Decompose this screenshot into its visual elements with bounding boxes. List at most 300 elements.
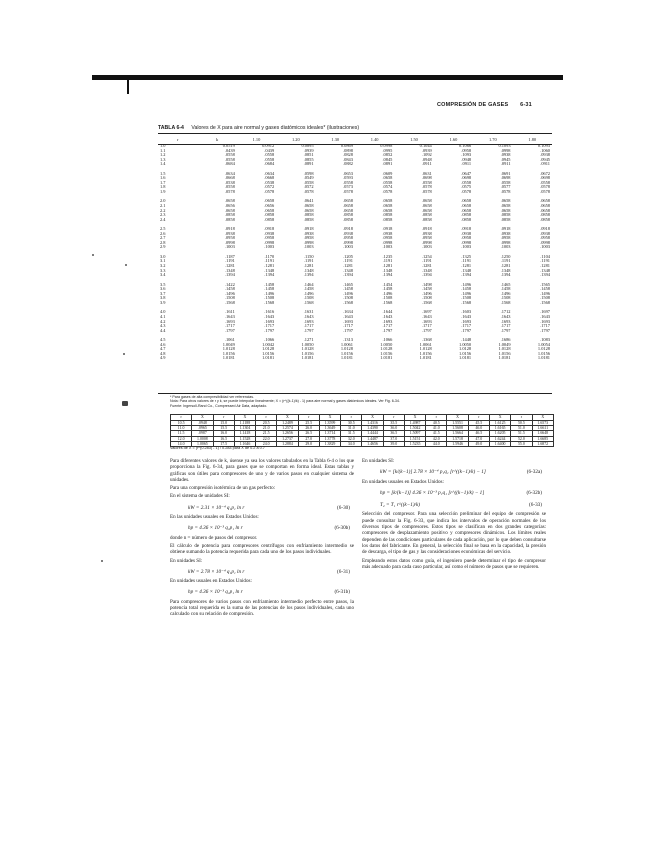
table-cell: .0658 xyxy=(421,203,432,209)
table-cell: .0558 xyxy=(303,179,314,185)
table-footnote-3: Fuente: Ingersoll-Rand Co., Compressed Air Data, adaptado. xyxy=(170,404,268,408)
paragraph: En las unidades usuales en Estados Unidos: xyxy=(170,514,259,521)
subtable-cell: 26.5 xyxy=(298,431,319,436)
row-label: 2.6 xyxy=(160,230,166,236)
table-cell: .0938 xyxy=(303,230,314,236)
table-cell: .1191 xyxy=(500,258,511,264)
table-cell: .1508 xyxy=(343,295,353,301)
table-cell: .1496 xyxy=(224,290,235,296)
table-cell: .0658 xyxy=(264,207,275,213)
subtable-cell: 45.5 xyxy=(468,421,489,426)
row-label: 3.0 xyxy=(160,253,166,259)
table-cell: .1348 xyxy=(540,267,550,273)
row-label: 1.0 xyxy=(160,143,166,148)
paragraph: En unidades SI: xyxy=(170,557,203,564)
subtable-cell: 27.0 xyxy=(298,436,319,441)
table-cell: 0.0895 xyxy=(301,143,314,148)
table-cell: .1191 xyxy=(303,258,314,264)
table-cell: 1.0042 xyxy=(262,341,275,347)
subtable-cell: 1.6611 xyxy=(532,426,553,431)
table-top-rule xyxy=(158,133,552,134)
subtable-header: X xyxy=(319,415,340,421)
table-cell: 1.0181 xyxy=(301,355,314,361)
subtable-cell: 26.0 xyxy=(298,426,319,431)
subtable-cell: 35.5 xyxy=(383,421,404,426)
table-cell: .1348 xyxy=(461,267,472,273)
table-cell: .1643 xyxy=(303,313,314,319)
table-cell: .0918 xyxy=(500,226,511,232)
subtable-cell: 1.6205 xyxy=(489,431,510,436)
table-cell: .1465 xyxy=(343,281,353,287)
table-cell: .0698 xyxy=(461,175,472,181)
row-label: 4.8 xyxy=(160,350,166,356)
subtable-cell: 1.0065 xyxy=(192,441,213,446)
table-cell: .0658 xyxy=(382,207,393,213)
table-cell: .0995 xyxy=(382,147,393,153)
table-cell: 1.0181 xyxy=(498,355,511,361)
subtable-header: X xyxy=(192,415,213,421)
table-cell: .0578 xyxy=(540,188,550,194)
table-caption: Valores de X para aire normal y gases diatómicos ideales* (ilustraciones) xyxy=(191,125,360,131)
table-cell: .1092 xyxy=(421,152,432,158)
subtable-cell: 1.5042 xyxy=(404,426,425,431)
margin-dot xyxy=(92,254,94,256)
subtable-header: r xyxy=(298,415,319,421)
table-cell: 1.0181 xyxy=(419,355,432,361)
text-column-left xyxy=(170,458,354,620)
table-cell: .1797 xyxy=(461,327,472,333)
table-cell: .0911 xyxy=(500,161,511,167)
table-cell: .0898 xyxy=(343,147,353,153)
table-cell: .0574 xyxy=(382,184,393,190)
table-cell: .0948 xyxy=(461,156,472,162)
table-cell: .1496 xyxy=(461,281,472,287)
table-cell: 1.0181 xyxy=(222,355,235,361)
table-cell: .0578 xyxy=(382,188,393,194)
table-cell: .0658 xyxy=(264,198,275,204)
table-cell: .0572 xyxy=(303,184,314,190)
table-cell: .0578 xyxy=(224,188,235,194)
subtable-header: r xyxy=(213,415,234,421)
table-cell: .1568 xyxy=(382,299,393,305)
table-cell: .0938 xyxy=(382,230,393,236)
table-cell: 1.0156 xyxy=(498,350,511,356)
table-cell: .1643 xyxy=(500,313,511,319)
table-cell: 1.0061 xyxy=(419,341,432,347)
subtable-cell: 1.5608 xyxy=(447,426,468,431)
table-cell: .1150 xyxy=(303,253,314,259)
table-cell: .1454 xyxy=(382,281,393,287)
table-cell: .1496 xyxy=(382,290,393,296)
column-header: 1.70 xyxy=(488,136,497,142)
table-cell: .0558 xyxy=(224,152,235,158)
table-cell: .0858 xyxy=(264,216,275,222)
table-cell: .0958 xyxy=(224,235,235,241)
subtable-cell: 21.5 xyxy=(256,431,277,436)
subtable-cell: 46.5 xyxy=(468,431,489,436)
table-cell: 1.0049 xyxy=(498,341,511,347)
table-cell: .1394 xyxy=(264,272,275,278)
table-cell: .0658 xyxy=(421,207,432,213)
table-cell: .1568 xyxy=(264,299,275,305)
table-cell: .0945 xyxy=(500,156,511,162)
table-cell: .0858 xyxy=(343,216,353,222)
equation: hp = 4.36 × 10⁻³ q₁p₁ ln r (6-30b) xyxy=(188,525,350,532)
table-cell: .1643 xyxy=(343,313,353,319)
row-label: 1.1 xyxy=(160,147,166,153)
subtable-cell: 15.5 xyxy=(213,426,234,431)
table-cell: 0.1093 xyxy=(498,143,511,148)
margin-dot xyxy=(125,264,127,266)
subtable-cell: 40.5 xyxy=(426,421,447,426)
table-cell: .1394 xyxy=(382,272,393,278)
table-cell: .1191 xyxy=(540,258,550,264)
column-header: 1.40 xyxy=(370,136,379,142)
table-cell: .1394 xyxy=(540,272,550,278)
subtable-cell: 47.0 xyxy=(468,436,489,441)
table-cell: .0656 xyxy=(224,203,235,209)
equation: kW = 2.31 × 10⁻⁴ q₁p₁ ln r (6-30) xyxy=(188,504,350,511)
table-cell: .1693 xyxy=(264,318,275,324)
table-cell: .0851 xyxy=(303,152,314,158)
equation: kW = [k/(k−1)] 2.78 × 10⁻⁴ p₁q₁ [r^((k−1)/k) − 1] (6-32a) xyxy=(380,469,542,476)
subtable-body xyxy=(171,421,554,447)
row-label: 1.9 xyxy=(160,188,166,194)
table-cell: .0828 xyxy=(343,152,353,158)
subtable-cell: 14.0 xyxy=(171,441,192,446)
row-label: 2.4 xyxy=(160,216,166,222)
table-cell: .0918 xyxy=(421,226,432,232)
table-cell: .1717 xyxy=(500,323,511,329)
table-cell: .1568 xyxy=(421,299,432,305)
table-cell: .0658 xyxy=(343,207,353,213)
table-cell: .1250 xyxy=(500,253,511,259)
table-cell: .0998 xyxy=(224,239,235,245)
table-cell: .1693 xyxy=(224,318,235,324)
table-cell: .1693 xyxy=(303,318,314,324)
row-label: 3.3 xyxy=(160,267,166,273)
table-cell: .1568 xyxy=(343,299,353,305)
table-cell: .1003 xyxy=(540,244,550,250)
row-label: 3.4 xyxy=(160,272,166,278)
values-table xyxy=(158,135,552,361)
table-cell: .1003 xyxy=(500,244,511,250)
table-cell: .1083 xyxy=(540,337,550,343)
table-cell: .1496 xyxy=(421,290,432,296)
table-cell: 1.0156 xyxy=(419,350,432,356)
table-cell: .0578 xyxy=(461,188,472,194)
table-cell: .1464 xyxy=(303,281,314,287)
table-cell: .0578 xyxy=(343,188,353,194)
table-cell: .0578 xyxy=(421,184,432,190)
table-cell: .0578 xyxy=(421,188,432,194)
running-head xyxy=(437,102,547,108)
row-label: 4.9 xyxy=(160,355,166,361)
paragraph: En el sistema de unidades SI: xyxy=(170,493,230,500)
table-cell: .0858 xyxy=(500,216,511,222)
table-cell: .0882 xyxy=(343,161,353,167)
table-cell: .0672 xyxy=(540,170,550,176)
subtable-cell: 1.1528 xyxy=(234,436,255,441)
table-cell: 1.0181 xyxy=(380,355,393,361)
subtable-cell: 1.3778 xyxy=(319,436,340,441)
table-cell: .1717 xyxy=(303,323,314,329)
table-cell: .1717 xyxy=(224,323,235,329)
table-cell: 0.1093 xyxy=(537,143,550,148)
subtable-cell: 37.0 xyxy=(383,436,404,441)
table-cell: 1.0054 xyxy=(537,341,550,347)
table-cell: .1187 xyxy=(225,253,235,259)
supplementary-table xyxy=(170,414,554,447)
table-cell: .0641 xyxy=(303,198,314,204)
column-header: 1.30 xyxy=(331,136,340,142)
table-cell: 0.1066 xyxy=(459,143,472,148)
subtable-cell: 32.0 xyxy=(341,436,362,441)
table-cell: 1.0128 xyxy=(380,346,393,352)
table-cell: .0575 xyxy=(461,184,472,190)
table-cell: 1.0156 xyxy=(262,350,275,356)
table-cell: .0918 xyxy=(224,226,235,232)
table-cell: .1797 xyxy=(264,327,275,333)
table-cell: .1254 xyxy=(421,253,432,259)
table-cell: .0939 xyxy=(421,147,432,153)
table-cell: 1.0128 xyxy=(340,346,353,352)
subtable-cell: 29.0 xyxy=(298,441,319,446)
row-label: 1.6 xyxy=(160,175,166,181)
subtable-header: X xyxy=(404,415,425,421)
table-cell: .1508 xyxy=(461,295,472,301)
table-cell: .0658 xyxy=(461,203,472,209)
subtable-cell: 11.0 xyxy=(171,426,192,431)
table-cell: .0958 xyxy=(500,235,511,241)
table-cell: .1568 xyxy=(540,299,550,305)
subtable-cell: 1.5235 xyxy=(404,441,425,446)
table-cell: 1.0128 xyxy=(222,346,235,352)
table-cell: .0658 xyxy=(461,207,472,213)
row-label: 3.9 xyxy=(160,299,166,305)
subtable-cell: 1.5097 xyxy=(404,431,425,436)
table-cell: .0658 xyxy=(382,175,393,181)
table-cell: .1458 xyxy=(303,286,314,292)
row-label: 4.1 xyxy=(160,313,166,319)
subtable-header: r xyxy=(171,415,192,421)
table-cell: .1797 xyxy=(500,327,511,333)
table-cell: .1394 xyxy=(421,272,432,278)
table-cell: .1003 xyxy=(382,244,393,250)
table-cell: .1394 xyxy=(224,272,235,278)
row-label: 4.5 xyxy=(160,337,166,343)
table-cell: .0958 xyxy=(303,235,314,241)
table-cell: .1465 xyxy=(500,281,511,287)
table-bottom-rule xyxy=(158,393,552,394)
table-cell: .1458 xyxy=(382,286,393,292)
table-cell: .0958 xyxy=(382,235,393,241)
table-cell: .0658 xyxy=(343,198,353,204)
subtable-cell: 36.5 xyxy=(383,431,404,436)
table-cell: .0858 xyxy=(421,216,432,222)
subtable-header: r xyxy=(256,415,277,421)
table-cell: .0938 xyxy=(421,230,432,236)
table-cell: .0938 xyxy=(224,230,235,236)
table-cell: .1498 xyxy=(421,281,432,287)
table-cell: .0939 xyxy=(303,147,314,153)
paragraph: Para diferentes valores de k, úsense ya sea los valores tabulados en la Tabla 6-4 o los que proporciona la Fig. 6-34, para gases que se comportan en forma ideal. Estas tablas y gráficas son útiles para compresores de uno y de varios pasos en cualquier sistema de unidades. xyxy=(170,458,354,483)
subtable-cell: .0948 xyxy=(192,421,213,426)
table-cell: .0653 xyxy=(343,170,353,176)
table-cell: .0558 xyxy=(382,179,393,185)
subtable-cell: 1.2574 xyxy=(277,426,298,431)
table-cell: 1.0181 xyxy=(537,355,550,361)
column-header: 1.20 xyxy=(292,136,300,142)
table-cell: .0998 xyxy=(500,147,511,153)
table-cell: .1717 xyxy=(540,323,550,329)
subtable-header: X xyxy=(489,415,510,421)
table-cell: .1568 xyxy=(224,299,235,305)
table-cell: .1458 xyxy=(224,286,235,292)
table-cell: .1693 xyxy=(540,318,550,324)
table-cell: .0684 xyxy=(224,161,235,167)
row-label: 4.3 xyxy=(160,323,166,329)
table-cell: .0578 xyxy=(264,188,275,194)
table-cell: .0578 xyxy=(303,188,314,194)
table-cell: .0945 xyxy=(540,156,550,162)
table-cell: .0698 xyxy=(540,175,550,181)
table-cell: .0658 xyxy=(421,198,432,204)
table-cell: .0647 xyxy=(461,170,472,176)
table-cell: .0558 xyxy=(461,179,472,185)
subtable-cell: 1.4316 xyxy=(362,421,383,426)
table-cell: .0558 xyxy=(264,152,275,158)
subtable-cell: 1.4656 xyxy=(362,441,383,446)
table-cell: .1508 xyxy=(382,295,393,301)
table-cell: 1.0156 xyxy=(340,350,353,356)
table-cell: .1003 xyxy=(421,244,432,250)
subtable-note: Valores de X = (r^(0.283) - 1) / 0.283 para X de 0.2 a 0.7 xyxy=(170,446,265,450)
table-cell: .1191 xyxy=(264,258,275,264)
table-cell: .1281 xyxy=(264,263,275,269)
table-cell: 1.0128 xyxy=(262,346,275,352)
table-cell: .1061 xyxy=(224,337,235,343)
subtable-cell: 25.5 xyxy=(298,421,319,426)
table-cell: .0658 xyxy=(303,203,314,209)
table-cell: .1235 xyxy=(382,253,393,259)
table-cell: .1348 xyxy=(421,267,432,273)
table-cell: 1.0061 xyxy=(340,341,353,347)
table-cell: 1.0128 xyxy=(419,346,432,352)
table-cell: .1631 xyxy=(303,309,314,315)
table-cell: .1348 xyxy=(343,267,353,273)
table-cell: .1348 xyxy=(303,267,314,273)
table-cell: .0658 xyxy=(500,203,511,209)
table-cell: .1394 xyxy=(461,272,472,278)
table-cell: .0958 xyxy=(264,235,275,241)
table-cell: .0558 xyxy=(540,179,550,185)
table-cell: .0938 xyxy=(461,230,472,236)
table-cell: .1496 xyxy=(264,290,275,296)
table-footnote-2: Nota: Para otros valores de r y k, se puede interpolar linealmente; X = (r^((k-1)/k) - 1) para aire normal y gases diatómicos ideales. Ver Fig. 6-34. xyxy=(170,399,400,403)
column-header: k xyxy=(215,136,219,142)
table-cell: .1496 xyxy=(461,290,472,296)
equation: T₂ = T₁ r^((k−1)/k) (6-33) xyxy=(380,502,542,509)
subtable-cell: 1.5151 xyxy=(404,436,425,441)
table-cell: .0938 xyxy=(500,230,511,236)
table-body xyxy=(158,144,552,361)
table-cell: .0658 xyxy=(382,198,393,204)
table-cell: .0549 xyxy=(303,175,314,181)
table-cell: .0858 xyxy=(264,212,275,218)
table-cell: .0998 xyxy=(421,239,432,245)
table-cell: .0958 xyxy=(461,147,472,153)
table-cell: 0.0519 xyxy=(222,143,235,148)
table-cell: .1003 xyxy=(224,244,235,250)
table-cell: .0577 xyxy=(500,184,511,190)
table-cell: .0958 xyxy=(540,235,550,241)
subtable-header: r xyxy=(341,415,362,421)
table-cell: .0918 xyxy=(540,226,550,232)
subtable-cell: 1.4987 xyxy=(404,421,425,426)
table-cell: .1697 xyxy=(421,309,432,315)
row-label: 1.8 xyxy=(160,184,166,190)
table-cell: .0998 xyxy=(343,239,353,245)
table-cell: .1616 xyxy=(264,309,275,315)
table-cell: .1686 xyxy=(500,337,511,343)
table-cell: .1496 xyxy=(343,290,353,296)
table-cell: .0998 xyxy=(500,239,511,245)
table-cell: .1717 xyxy=(421,323,432,329)
table-cell: .0918 xyxy=(303,226,314,232)
subtable-cell: 1.4390 xyxy=(362,426,383,431)
row-label: 3.5 xyxy=(160,281,166,287)
table-cell: 1.0050 xyxy=(301,341,314,347)
row-label: 1.7 xyxy=(160,179,166,185)
table-cell: 1.0128 xyxy=(498,346,511,352)
table-cell: .0658 xyxy=(540,203,550,209)
table-cell: .1797 xyxy=(540,327,550,333)
table-cell: .0858 xyxy=(540,212,550,218)
subtable-cell: 44.0 xyxy=(426,441,447,446)
row-label: 2.9 xyxy=(160,244,166,250)
subtable-cell: 1.6573 xyxy=(532,421,553,426)
table-cell: .1191 xyxy=(382,258,393,264)
subtable-cell: 49.0 xyxy=(468,441,489,446)
paragraph: En unidades usuales en Estados Unidos: xyxy=(362,478,444,485)
row-label: 2.8 xyxy=(160,239,166,245)
table-cell: .0578 xyxy=(540,184,550,190)
table-cell: .1611 xyxy=(225,309,235,315)
table-cell: .1281 xyxy=(224,263,235,269)
table-cell: .1603 xyxy=(461,309,472,315)
subtable-cell: 42.0 xyxy=(426,436,447,441)
table-cell: .1066 xyxy=(382,337,393,343)
table-cell: .1693 xyxy=(421,318,432,324)
row-label: 2.0 xyxy=(160,198,166,204)
table-cell: .0658 xyxy=(461,198,472,204)
table-cell: .1717 xyxy=(343,323,353,329)
table-cell: .1496 xyxy=(303,290,314,296)
table-cell: .0858 xyxy=(303,216,314,222)
subtable-cell: 1.6872 xyxy=(532,441,553,446)
table-cell: .0658 xyxy=(224,207,235,213)
table-cell: .1003 xyxy=(303,244,314,250)
subtable-cell: 1.3649 xyxy=(319,426,340,431)
table-cell: .1271 xyxy=(303,337,314,343)
subtable-cell: 1.6685 xyxy=(532,436,553,441)
table-cell: .1348 xyxy=(264,267,275,273)
subtable-cell: 1.5718 xyxy=(447,436,468,441)
table-cell: .1458 xyxy=(500,286,511,292)
subtable-cell: 1.3599 xyxy=(319,421,340,426)
table-cell: .0558 xyxy=(264,156,275,162)
